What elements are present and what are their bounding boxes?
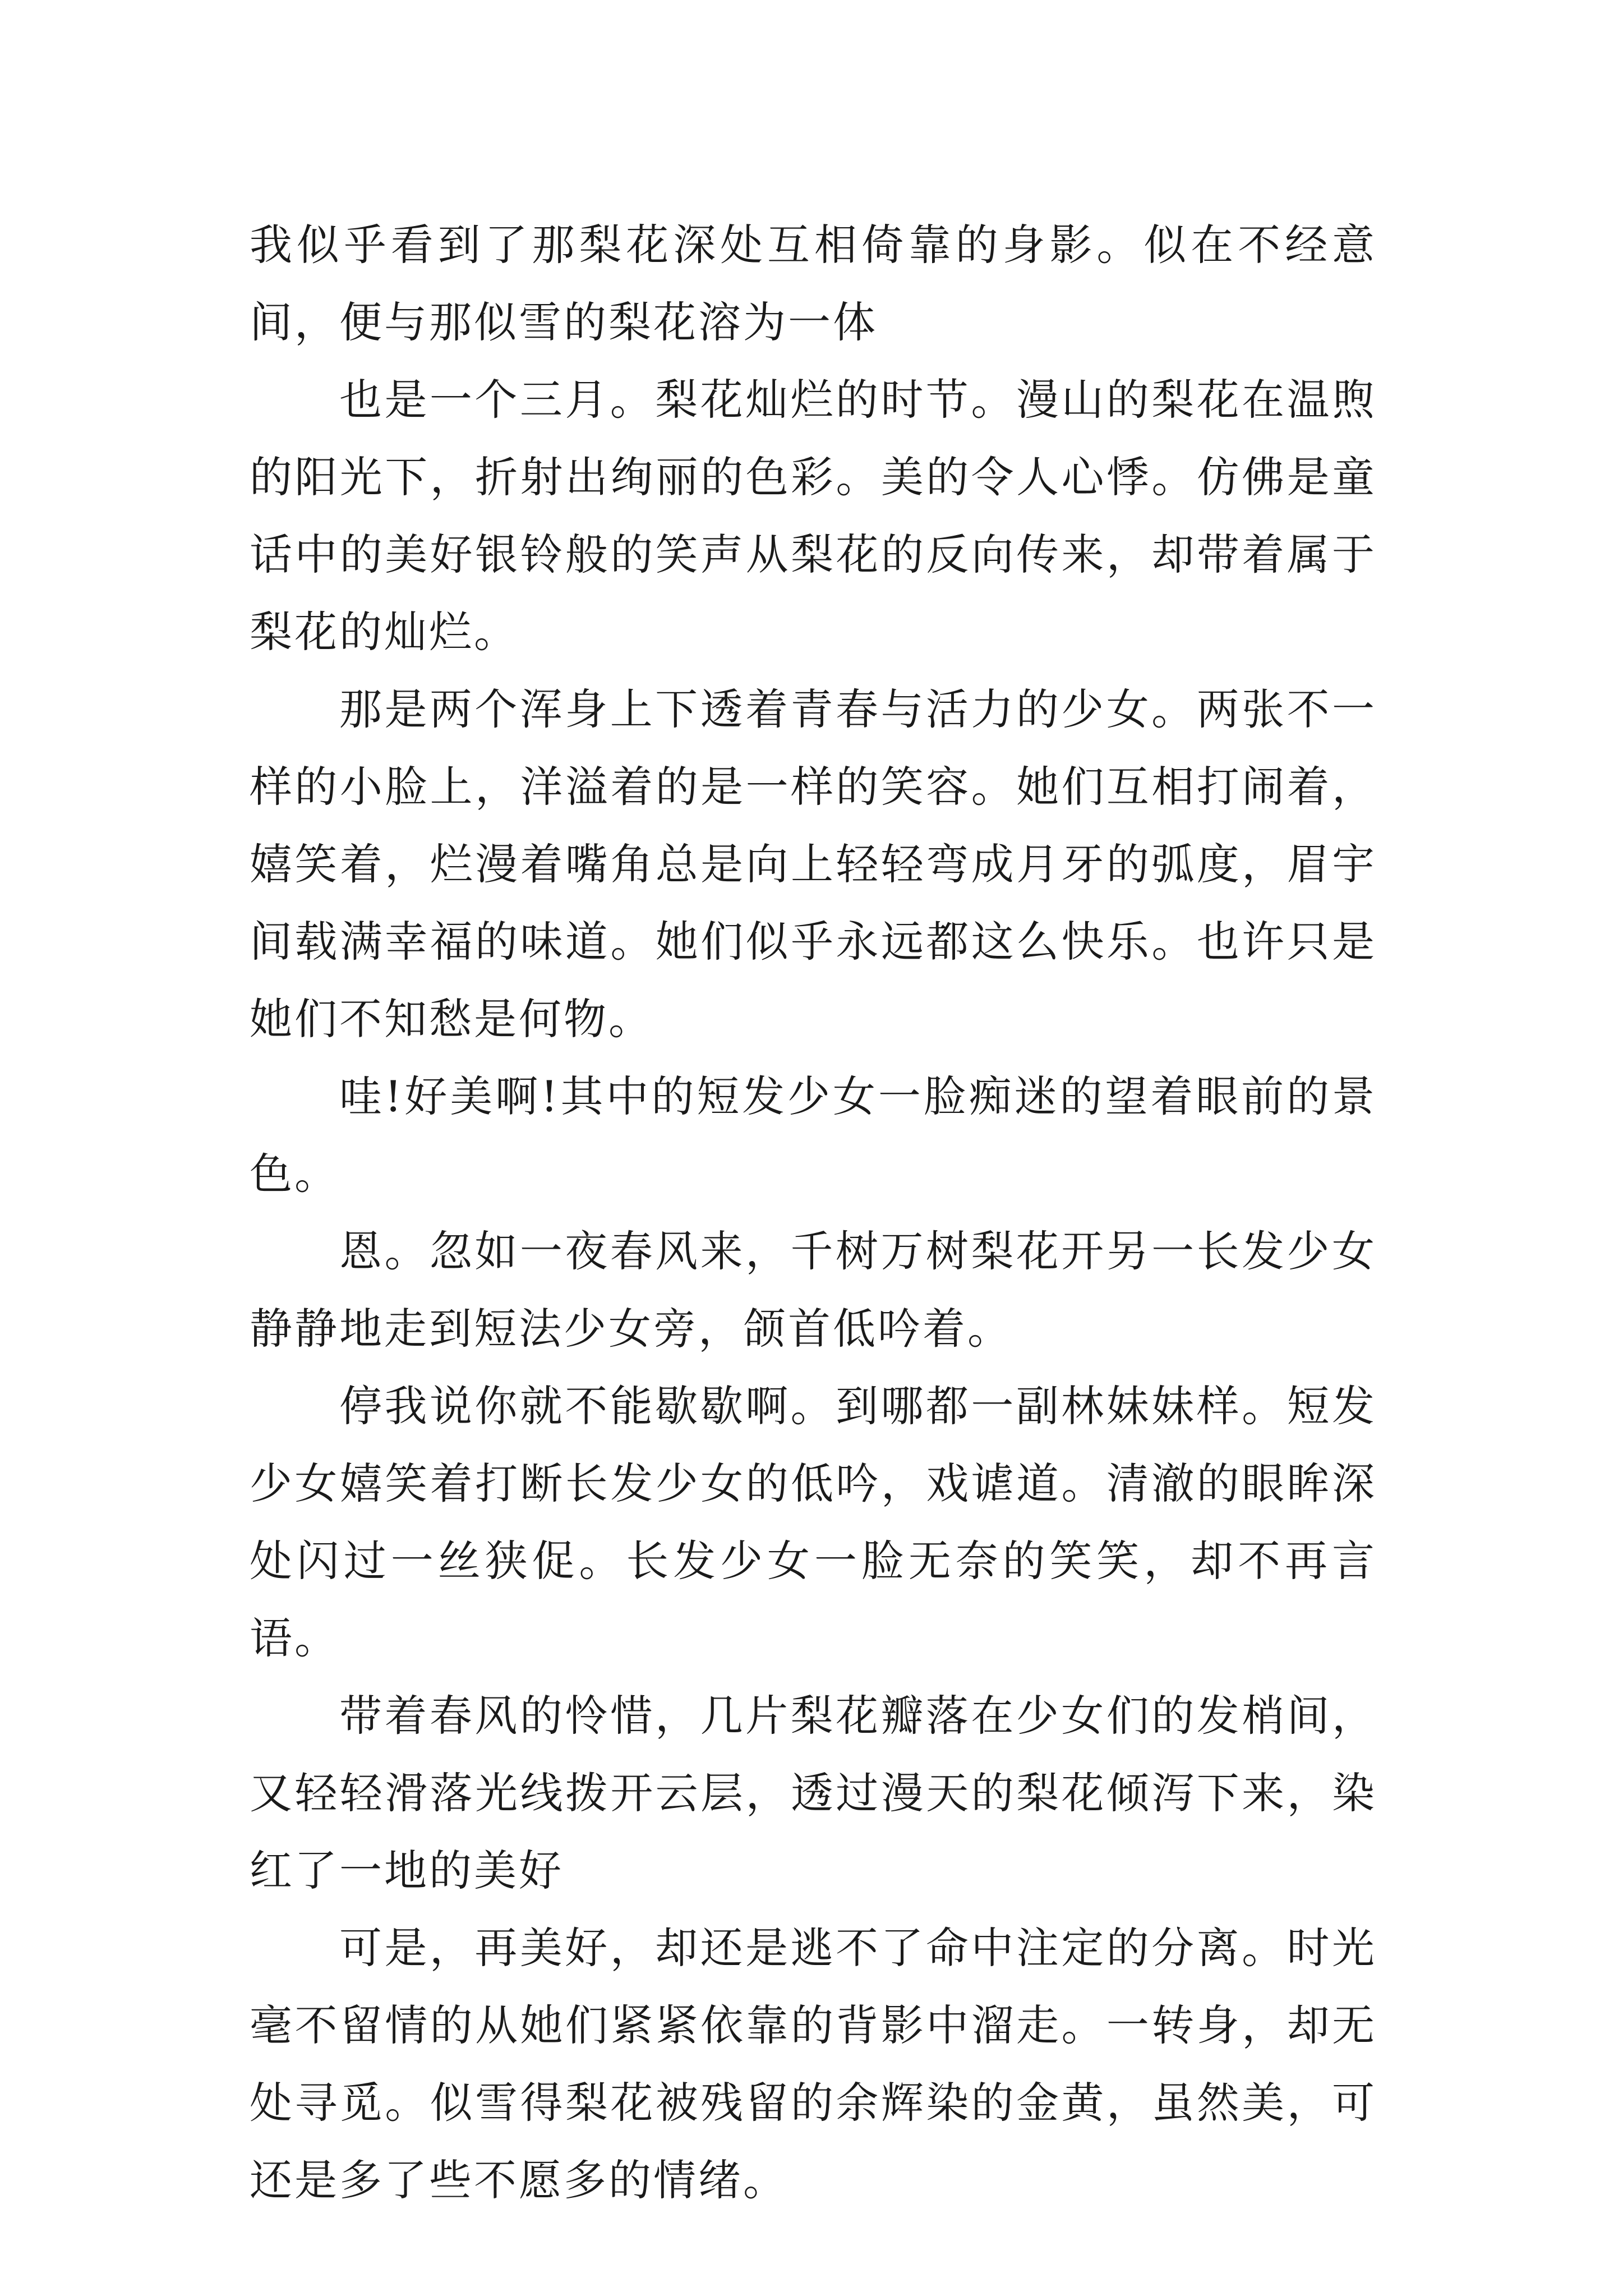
paragraph-4: 哇!好美啊!其中的短发少女一脸痴迷的望着眼前的景色。: [250, 1071, 1377, 1199]
paragraph-3: 那是两个浑身上下透着青春与活力的少女。两张不一样的小脸上，洋溢着的是一样的笑容。她们互相打闹着，嬉笑着，烂漫着嘴角总是向上轻轻弯成月牙的弧度，眉宇间载满幸福的味道。她们似乎永远都这么快乐。也许只是她们不知愁是何物。: [250, 684, 1377, 1044]
paragraph-5: 恩。忽如一夜春风来，千树万树梨花开另一长发少女静静地走到短法少女旁，颌首低吟着。: [250, 1226, 1377, 1354]
paragraph-6: 停我说你就不能歇歇啊。到哪都一副林妹妹样。短发少女嬉笑着打断长发少女的低吟，戏谑道。清澈的眼眸深处闪过一丝狭促。长发少女一脸无奈的笑笑，却不再言语。: [250, 1381, 1377, 1663]
paragraph-7: 带着春风的怜惜，几片梨花瓣落在少女们的发梢间，又轻轻滑落光线拨开云层，透过漫天的梨花倾泻下来，染红了一地的美好: [250, 1691, 1377, 1895]
paragraph-2: 也是一个三月。梨花灿烂的时节。漫山的梨花在温煦的阳光下，折射出绚丽的色彩。美的令人心悸。仿佛是童话中的美好银铃般的笑声从梨花的反向传来，却带着属于梨花的灿烂。: [250, 375, 1377, 657]
document-body: [250, 206, 1377, 2219]
paragraph-1: 我似乎看到了那梨花深处互相倚靠的身影。似在不经意间，便与那似雪的梨花溶为一体: [250, 220, 1377, 347]
paragraph-8: 可是，再美好，却还是逃不了命中注定的分离。时光毫不留情的从她们紧紧依靠的背影中溜走。一转身，却无处寻觅。似雪得梨花被残留的余辉染的金黄，虽然美，可还是多了些不愿多的情绪。: [250, 1923, 1377, 2205]
